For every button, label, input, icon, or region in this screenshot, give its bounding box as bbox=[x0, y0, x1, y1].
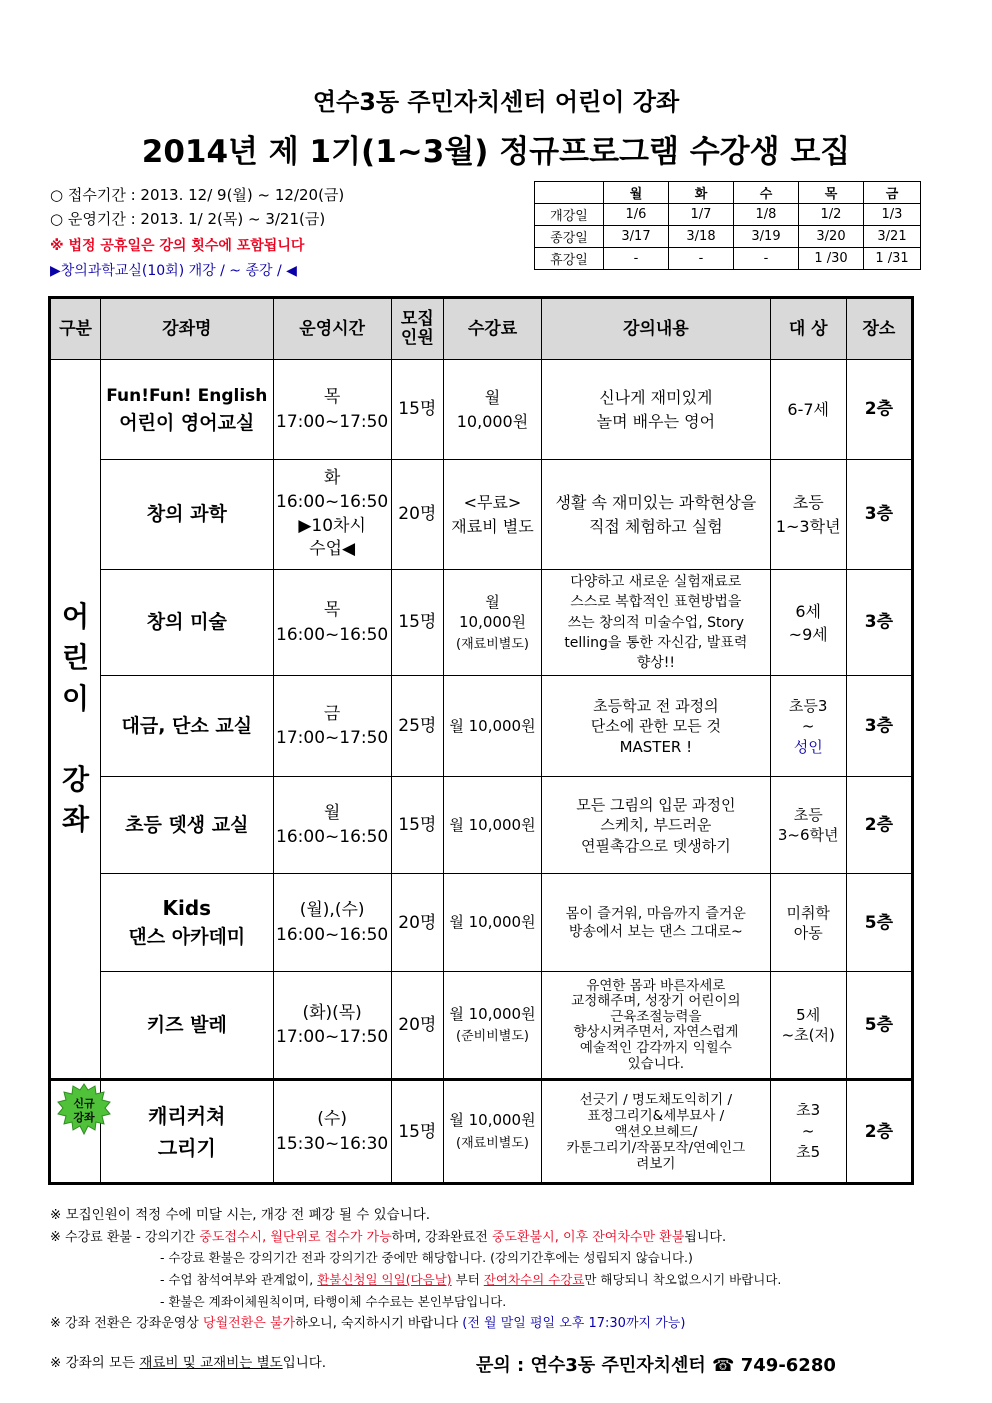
table-row bbox=[50, 676, 913, 777]
course-name-cell: 초등 뎃생 교실 bbox=[101, 777, 273, 874]
content-text: 스케치, 부드러운 bbox=[600, 816, 712, 835]
note-highlight: 잔여차수의 수강료 bbox=[483, 1272, 585, 1287]
place-cell: 3층 bbox=[846, 570, 912, 676]
content-text: 표정그리기&세부묘사 / bbox=[587, 1107, 725, 1124]
content-cell bbox=[542, 676, 771, 777]
time-text: (월),(수) bbox=[299, 900, 365, 921]
time-text: 목 bbox=[323, 600, 341, 621]
schedule-cell: - bbox=[734, 248, 799, 270]
schedule-cell: 3/18 bbox=[669, 226, 734, 248]
course-table bbox=[48, 296, 914, 1185]
schedule-header-row bbox=[535, 182, 921, 204]
target-text: ~9세 bbox=[788, 624, 828, 644]
fee-cell bbox=[443, 570, 541, 676]
fee-text: 월 10,000원 bbox=[449, 1111, 536, 1130]
time-text: 금 bbox=[323, 703, 341, 724]
time-text: 16:00~16:50 bbox=[276, 924, 389, 945]
schedule-row bbox=[535, 204, 921, 226]
content-text: 예술적인 감각까지 익힐수 bbox=[579, 1040, 732, 1056]
new-course-badge-icon bbox=[57, 1083, 111, 1137]
schedule-header-cell bbox=[535, 182, 604, 204]
header-capacity bbox=[391, 298, 443, 360]
content-text: 모든 그림의 입문 과정인 bbox=[576, 796, 736, 815]
fee-cell: 월 10,000원 bbox=[443, 777, 541, 874]
content-text: 스스로 복합적인 표현방법을 bbox=[570, 594, 742, 611]
header-place: 장소 bbox=[846, 298, 912, 360]
note-materials bbox=[50, 1351, 326, 1371]
header-capacity-line2: 인원 bbox=[400, 328, 434, 348]
place-cell: 5층 bbox=[846, 874, 912, 972]
category-char: 좌 bbox=[62, 803, 90, 837]
schedule-table bbox=[534, 181, 921, 270]
schedule-header-cell: 수 bbox=[734, 182, 799, 204]
note-text: 됩니다. bbox=[684, 1230, 727, 1245]
content-text: 방송에서 보는 댄스 그대로~ bbox=[568, 923, 743, 940]
content-text: 근육조절능력을 bbox=[610, 1008, 702, 1025]
course-name: 어린이 영어교실 bbox=[119, 411, 255, 434]
course-name: Kids bbox=[162, 896, 212, 921]
header-category: 구분 bbox=[50, 298, 101, 360]
content-text: 유연한 몸과 바른자세로 bbox=[586, 977, 726, 994]
fee-text: 재료비 별도 bbox=[451, 516, 534, 536]
content-cell bbox=[542, 1080, 771, 1184]
category-char: 이 bbox=[62, 681, 90, 715]
time-text: 월 bbox=[323, 802, 341, 823]
application-period: ○ 접수기간 : 2013. 12/ 9(월) ~ 12/20(금) bbox=[50, 186, 345, 204]
content-text: 향상!! bbox=[636, 655, 675, 672]
table-row bbox=[50, 777, 913, 874]
note-text: 입니다. bbox=[282, 1355, 327, 1371]
table-row bbox=[50, 570, 913, 676]
fee-cell bbox=[443, 972, 541, 1080]
note-refund-date bbox=[160, 1270, 781, 1288]
schedule-cell: 휴강일 bbox=[535, 248, 604, 270]
content-text: 향상시켜주면서, 자연스럽게 bbox=[573, 1024, 739, 1041]
time-cell bbox=[273, 777, 391, 874]
capacity-cell: 25명 bbox=[391, 676, 443, 777]
fee-text: 10,000원 bbox=[456, 411, 529, 431]
content-text: 초등학교 전 과정의 bbox=[593, 697, 719, 716]
schedule-cell: 1/3 bbox=[864, 204, 921, 226]
science-class-notice: ▶창의과학교실(10회) 개강 / ~ 종강 / ◀ bbox=[50, 263, 297, 279]
target-text: 아동 bbox=[793, 923, 823, 942]
schedule-cell: 3/19 bbox=[734, 226, 799, 248]
schedule-cell: 3/17 bbox=[604, 226, 669, 248]
content-text: 다양하고 새로운 실험재료로 bbox=[570, 574, 742, 590]
content-text: 있습니다. bbox=[627, 1055, 685, 1072]
target-text: ~초(저) bbox=[781, 1026, 835, 1045]
fee-cell bbox=[443, 360, 541, 460]
fee-cell: 월 10,000원 bbox=[443, 676, 541, 777]
header-fee: 수강료 bbox=[443, 298, 541, 360]
content-cell bbox=[542, 777, 771, 874]
target-text: 3~6학년 bbox=[777, 826, 839, 845]
time-cell bbox=[273, 874, 391, 972]
place-cell: 3층 bbox=[846, 460, 912, 570]
time-cell bbox=[273, 460, 391, 570]
schedule-row bbox=[535, 248, 921, 270]
place-cell: 3층 bbox=[846, 676, 912, 777]
note-text: 하오니, 숙지하시기 바랍니다 bbox=[295, 1316, 463, 1331]
fee-cell bbox=[443, 1080, 541, 1184]
schedule-cell: - bbox=[669, 248, 734, 270]
course-name: 캐리커쳐 bbox=[148, 1103, 226, 1128]
capacity-cell: 20명 bbox=[391, 460, 443, 570]
target-cell bbox=[770, 972, 846, 1080]
target-cell bbox=[770, 777, 846, 874]
table-row bbox=[50, 1080, 913, 1184]
time-text: 17:00~17:50 bbox=[276, 728, 389, 749]
time-text: 목 bbox=[323, 386, 341, 407]
target-cell bbox=[770, 676, 846, 777]
content-text: MASTER ! bbox=[619, 737, 693, 756]
fee-text: 10,000원 bbox=[458, 613, 526, 632]
content-text: 려보기 bbox=[636, 1156, 676, 1173]
content-cell bbox=[542, 360, 771, 460]
place-cell: 5층 bbox=[846, 972, 912, 1080]
content-text: 놀며 배우는 영어 bbox=[596, 411, 716, 431]
target-text: 성인 bbox=[793, 737, 823, 756]
schedule-cell: 1/6 bbox=[604, 204, 669, 226]
note-text: ※ 강좌 전환은 강좌운영상 bbox=[50, 1316, 204, 1331]
course-name-cell: 키즈 발레 bbox=[101, 972, 273, 1080]
schedule-cell: 1/7 bbox=[669, 204, 734, 226]
time-text: 15:30~16:30 bbox=[276, 1133, 389, 1154]
content-text: 단소에 관한 모든 것 bbox=[590, 717, 721, 736]
course-name-cell bbox=[101, 1080, 273, 1184]
table-row bbox=[50, 874, 913, 972]
category-char: 강 bbox=[62, 762, 90, 796]
content-text: 연필촉감으로 뎃생하기 bbox=[581, 836, 731, 855]
time-text: 수업◀ bbox=[309, 539, 356, 560]
note-class-change bbox=[50, 1312, 685, 1331]
badge-text-line1: 신규 bbox=[73, 1097, 95, 1110]
schedule-cell: 1/8 bbox=[734, 204, 799, 226]
place-cell: 2층 bbox=[846, 1080, 912, 1184]
note-refund-period: - 수강료 환불은 강의기간 전과 강의기간 중에만 해당합니다. (강의기간후에는 성립되지 않습니다.) bbox=[160, 1250, 693, 1265]
header-time: 운영시간 bbox=[273, 298, 391, 360]
content-text: telling을 통한 자신감, 발표력 bbox=[564, 634, 748, 651]
target-text: ~ bbox=[801, 1122, 815, 1141]
capacity-cell: 20명 bbox=[391, 972, 443, 1080]
content-text: 신나게 재미있게 bbox=[599, 388, 713, 408]
target-cell bbox=[770, 460, 846, 570]
note-text: - 수업 참석여부와 관계없이, bbox=[160, 1272, 318, 1287]
course-name: 댄스 아카데미 bbox=[128, 925, 246, 948]
fee-text: 월 bbox=[484, 388, 501, 408]
content-cell bbox=[542, 460, 771, 570]
content-text: 직접 체험하고 실험 bbox=[588, 516, 723, 536]
fee-text: (재료비별도) bbox=[456, 636, 529, 652]
course-name-cell: 창의 과학 bbox=[101, 460, 273, 570]
schedule-header-cell: 목 bbox=[799, 182, 864, 204]
time-text: 16:00~16:50 bbox=[276, 491, 389, 512]
capacity-cell: 15명 bbox=[391, 570, 443, 676]
time-text: 17:00~17:50 bbox=[276, 411, 389, 432]
content-text: 생활 속 재미있는 과학현상을 bbox=[555, 493, 757, 513]
content-cell bbox=[542, 570, 771, 676]
content-cell bbox=[542, 972, 771, 1080]
fee-text: (준비비별도) bbox=[456, 1029, 529, 1045]
table-header-row bbox=[50, 298, 913, 360]
page-title: 연수3동 주민자치센터 어린이 강좌 bbox=[312, 88, 680, 116]
note-text: 만 해당되니 착오없으시기 바랍니다. bbox=[584, 1272, 782, 1287]
time-text: 17:00~17:50 bbox=[276, 1027, 389, 1048]
target-cell bbox=[770, 874, 846, 972]
operation-period: ○ 운영기간 : 2013. 1/ 2(목) ~ 3/21(금) bbox=[50, 210, 326, 228]
time-cell bbox=[273, 972, 391, 1080]
note-text: 부터 bbox=[451, 1272, 484, 1287]
content-text: 카툰그리기/작품모작/연예인그 bbox=[566, 1140, 746, 1157]
target-text: 초5 bbox=[796, 1143, 821, 1162]
schedule-header-cell: 금 bbox=[864, 182, 921, 204]
time-text: 화 bbox=[323, 467, 341, 488]
fee-text: 월 10,000원 bbox=[449, 1004, 536, 1023]
note-refund-transfer: - 환불은 계좌이체원칙이며, 타행이체 수수료는 본인부담입니다. bbox=[160, 1294, 507, 1309]
target-text: ~ bbox=[801, 717, 815, 736]
category-char: 어 bbox=[62, 600, 90, 634]
place-cell: 2층 bbox=[846, 360, 912, 460]
schedule-cell: 개강일 bbox=[535, 204, 604, 226]
place-cell: 2층 bbox=[846, 777, 912, 874]
capacity-cell: 15명 bbox=[391, 360, 443, 460]
capacity-cell: 15명 bbox=[391, 1080, 443, 1184]
capacity-cell: 20명 bbox=[391, 874, 443, 972]
header-content: 강의내용 bbox=[542, 298, 771, 360]
schedule-cell: - bbox=[604, 248, 669, 270]
note-highlight: 재료비 및 교재비는 별도 bbox=[139, 1355, 283, 1371]
header-target: 대 상 bbox=[770, 298, 846, 360]
target-cell bbox=[770, 1080, 846, 1184]
contact-info: 문의 : 연수3동 주민자치센터 ☎ 749-6280 bbox=[476, 1355, 836, 1376]
course-name-cell bbox=[101, 360, 273, 460]
schedule-cell: 1 /30 bbox=[799, 248, 864, 270]
course-name-cell bbox=[101, 874, 273, 972]
target-text: 1~3학년 bbox=[775, 516, 841, 536]
time-cell bbox=[273, 360, 391, 460]
target-text: 미취학 bbox=[786, 903, 830, 922]
page-subtitle: 2014년 제 1기(1~3월) 정규프로그램 수강생 모집 bbox=[141, 134, 851, 170]
table-row bbox=[50, 972, 913, 1080]
course-name-cell: 창의 미술 bbox=[101, 570, 273, 676]
note-highlight: 환불신청일 익일(다음날) bbox=[317, 1272, 452, 1287]
schedule-header-cell: 화 bbox=[669, 182, 734, 204]
target-text: 초등 bbox=[792, 493, 824, 513]
target-text: 6세 bbox=[795, 601, 822, 621]
note-closure: ※ 모집인원이 적정 수에 미달 시는, 개강 전 폐강 될 수 있습니다. bbox=[50, 1207, 431, 1223]
schedule-cell: 1 /31 bbox=[864, 248, 921, 270]
note-text: ※ 강좌의 모든 bbox=[50, 1355, 140, 1371]
header-course: 강좌명 bbox=[101, 298, 273, 360]
time-text: 16:00~16:50 bbox=[276, 827, 389, 848]
note-highlight: 중도접수시, 월단위로 접수가 가능 bbox=[199, 1230, 392, 1245]
course-name: Fun!Fun! English bbox=[106, 385, 268, 406]
category-cell bbox=[50, 360, 101, 1080]
header-capacity-line1: 모집 bbox=[400, 309, 434, 330]
category-char: 린 bbox=[62, 641, 90, 675]
schedule-cell: 3/20 bbox=[799, 226, 864, 248]
table-row bbox=[50, 460, 913, 570]
content-text: 쓰는 창의적 미술수업, Story bbox=[567, 614, 745, 631]
time-cell bbox=[273, 570, 391, 676]
target-cell bbox=[770, 570, 846, 676]
fee-text: (재료비별도) bbox=[456, 1135, 529, 1151]
content-text: 액션오브헤드/ bbox=[614, 1123, 698, 1140]
time-cell bbox=[273, 1080, 391, 1184]
target-text: 초등3 bbox=[788, 697, 828, 716]
holiday-notice: ※ 법정 공휴일은 강의 횟수에 포함됩니다 bbox=[50, 238, 305, 254]
note-refund bbox=[50, 1226, 726, 1245]
fee-cell: 월 10,000원 bbox=[443, 874, 541, 972]
fee-cell bbox=[443, 460, 541, 570]
target-text: 5세 bbox=[796, 1006, 821, 1025]
note-highlight: 중도환불시, 이후 잔여차수만 환불 bbox=[491, 1230, 685, 1245]
schedule-cell: 1/2 bbox=[799, 204, 864, 226]
time-text: (화)(목) bbox=[302, 1002, 362, 1023]
target-cell: 6-7세 bbox=[770, 360, 846, 460]
fee-text: <무료> bbox=[463, 493, 522, 513]
time-text: ▶10차시 bbox=[298, 515, 366, 536]
content-text: 몸이 즐거워, 마음까지 즐거운 bbox=[565, 905, 746, 922]
time-cell bbox=[273, 676, 391, 777]
note-highlight: 당월전환은 불가 bbox=[203, 1316, 296, 1331]
schedule-cell: 종강일 bbox=[535, 226, 604, 248]
target-text: 초3 bbox=[796, 1101, 821, 1120]
course-name-cell: 대금, 단소 교실 bbox=[101, 676, 273, 777]
note-text: 하며, 강좌완료전 bbox=[391, 1230, 492, 1245]
content-cell bbox=[542, 874, 771, 972]
badge-text-line2: 강좌 bbox=[73, 1111, 95, 1124]
content-text: 교정해주며, 성장기 어린이의 bbox=[571, 993, 741, 1010]
time-text: 16:00~16:50 bbox=[276, 624, 389, 645]
content-text: 선긋기 / 명도채도익히기 / bbox=[579, 1091, 733, 1108]
note-text: ※ 수강료 환불 - 강의기간 bbox=[50, 1230, 200, 1245]
schedule-cell: 3/21 bbox=[864, 226, 921, 248]
note-deadline: (전 월 말일 평일 오후 17:30까지 가능) bbox=[462, 1316, 686, 1331]
target-text: 초등 bbox=[793, 806, 823, 825]
table-row bbox=[50, 360, 913, 460]
capacity-cell: 15명 bbox=[391, 777, 443, 874]
fee-text: 월 bbox=[485, 593, 500, 612]
schedule-row bbox=[535, 226, 921, 248]
time-text: (수) bbox=[317, 1109, 347, 1130]
schedule-header-cell: 월 bbox=[604, 182, 669, 204]
course-name: 그리기 bbox=[157, 1135, 216, 1160]
